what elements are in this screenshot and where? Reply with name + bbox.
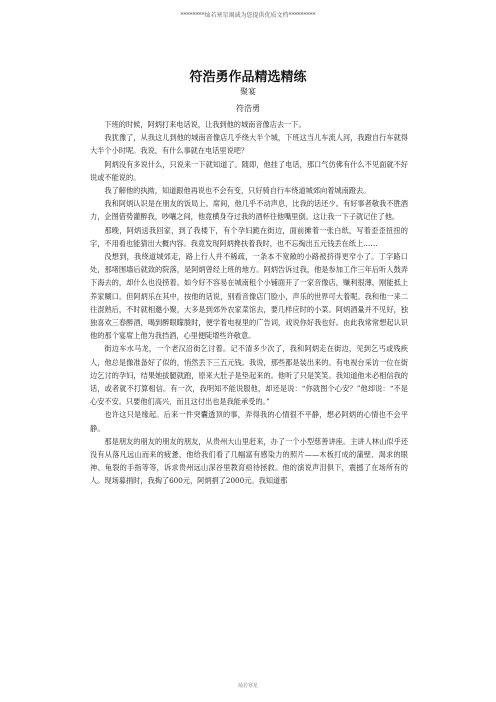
paragraph: 阿炳没有多说什么，只说来一下就知道了。随即，他挂了电话，那口气仿佛有什么不见面就不好说或不能说的。 xyxy=(90,159,408,182)
paragraph: 那晚，阿炳送我回家，到了我楼下，有个孕妇跪在街边，面前摊着一张白纸，写着歪歪扭扭的字，不用看也能猜出大概内容。我竟发现阿炳搀扶着我时，也不忘掏出五元钱丢在纸上…… xyxy=(90,225,408,248)
paragraph: 下班的时候，阿炳打来电话说，让我到他的城南音像店去一下。 xyxy=(104,120,306,129)
paragraph: 那是朋友的朋友的朋友的朋友，从贵州大山里赶来，办了一个小型慈善讲座。主讲人林山似乎还没有从落凡远山而来的疲惫，他给我们看了几幅富有感染力的照片——木板打成的蒲壁、渴求的眼神、龟裂的手指等等，诉求贵州远山深谷里教育亟待拯救。他的演说声泪俱下，震撼了在场所有的人。现场募捐时，我掏了600元，阿炳捐了2000元。我知道那 xyxy=(90,436,408,486)
paragraph: 我了解他的执拗，知道跟他再说也不会有变，只好骑自行车绕道城郊向着城南蹬去。 xyxy=(104,186,371,196)
page-footer: 灿若寒星 xyxy=(237,683,258,689)
header-banner: ********灿若寒星竭诚为您提供优质文档********* xyxy=(180,12,316,19)
paragraph: 我犹豫了，从我这儿到他的城南音像店几乎绕大半个城，下班这当儿车流人河，我蹬自行车就得大半个小时呢。我说，有什么事就在电话里说吧？ xyxy=(90,133,408,156)
document-subtitle: 聚宴 xyxy=(240,87,256,96)
paragraph: 没想到，我绕道城郊走，路上行人并不稀疏，一条本不宽敞的小路被挤得更窄小了。丁字路口处，那堵围墙后就致的院落，是阿炳曾经上班的地方。阿炳告诉过我，他是参加工作三年后听人鼓弄下海去的，却什么也没捞着。如今好不容易在城南租个小铺面开了一家音像店，赚利很薄，刚能抵上养家糊口。但阿炳乐在其中，按他的话说，别看音像店门脸小，声乐的世界可大着呢。我和他一来二往混熟后，不时就相邀小聚，大多是到郊外农家菜馆去，要几样应时的小菜。阿炳酒量并不见好，独独喜欢三春醉酒，喝到醉眼矇胧时，便学着电视里的广告词，戏说你好我也好。由此我常常想起认识他的那个宴席上他为我挡酒，心里便陡增些许敬意。 xyxy=(90,252,408,341)
document-title: 符浩勇作品精选精练 xyxy=(189,70,307,85)
body-text xyxy=(90,118,408,488)
document-author: 符浩勇 xyxy=(236,104,260,113)
paragraph: 街边车水马龙，一个老汉沿街乞讨着。记不清多少次了，我和阿炳走在街边，见到乞丐或残疾人，他总是像准备好了似的，悄然丢下三五元钱。我说，那些都是装出来的。有电视台采访一位在街边乞讨的孕妇，结果她拔腿就跑，原来大肚子是垫起来的。他听了只是笑笑。我知道他未必相信我的话，或者就不打算相信。有一次，我明知不能说服他，却还是说：“你就图个心安？”他却说：“不是心安不安。只要他们高兴，而且这付出也是我能承受的。” xyxy=(90,344,408,407)
paragraph: 也许这只是缘起。后来一件突囊透顶的事，弄得我的心情很不平静，想必阿炳的心情也不会平静。 xyxy=(90,410,408,433)
paragraph: 我和阿炳认识是在朋友的饭局上。席间，他几乎不动声息，比我的话还少。有好事者敬我不胜酒力，企图借势灌醉我，吵嚷之间，他竟横身夺过我的酒杯往他嘴里倒。这让我一下子就记住了他。 xyxy=(90,199,408,222)
